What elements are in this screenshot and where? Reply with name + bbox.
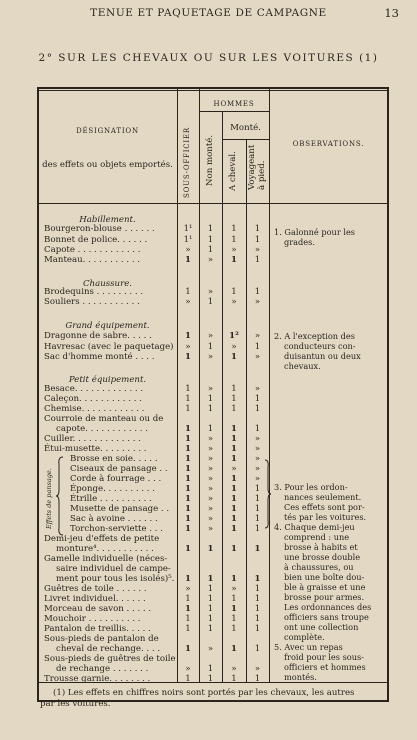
cell-value: 1 xyxy=(207,624,214,634)
cell-value: 1 xyxy=(185,574,191,584)
cell-value: » xyxy=(207,524,214,534)
row-label: Livret individuel. . . . . . xyxy=(44,594,146,604)
cell-value: 1 xyxy=(185,484,191,494)
row-label: Souliers . . . . . . . . . . . xyxy=(44,297,140,307)
page-number: 13 xyxy=(384,6,399,20)
cell-value: » xyxy=(254,384,261,394)
designation-subheader: des effets ou objets emportés. xyxy=(42,160,173,170)
cell-value: 1 xyxy=(185,514,191,524)
a-pied-header: à pied. xyxy=(257,160,267,190)
row-label: Gamelle individuelle (néces- xyxy=(44,554,168,564)
row-label: Étrille . . . . . . . . . . xyxy=(70,494,152,504)
voyageant-header: Voyageant xyxy=(247,144,257,190)
cell-value: » xyxy=(207,494,214,504)
cell-value: 1 xyxy=(185,504,191,514)
observation-line: nances seulement. xyxy=(284,492,362,502)
cell-value: 1 xyxy=(254,584,261,594)
cell-value: 1 xyxy=(185,444,191,454)
cell-value: 1 xyxy=(185,384,191,394)
cell-value: 1 xyxy=(185,454,191,464)
observation-line: froid pour les sous- xyxy=(284,652,364,662)
row-label: Éponge. . . . . . . . . . xyxy=(70,484,155,494)
observation-line: montés. xyxy=(284,672,317,682)
cell-value: 1 xyxy=(231,444,237,454)
observation-line: officiers sans troupe xyxy=(284,612,369,622)
cell-value: 1 xyxy=(254,424,261,434)
cell-value: » xyxy=(254,331,261,341)
cell-value: » xyxy=(207,454,214,464)
row-label: Dragonne de sabre. . . . . xyxy=(44,331,152,341)
cell-value: 1 xyxy=(207,404,214,414)
cell-value: 1 xyxy=(231,224,237,234)
row-label: Guêtres de toile . . . . . . xyxy=(44,584,147,594)
observation-line: tés par les voitures. xyxy=(284,512,367,522)
sous-officier-header: SOUS-OFFICIER xyxy=(183,127,191,198)
cell-value: » xyxy=(231,464,237,474)
cell-value: 1 xyxy=(231,594,237,604)
cell-value: » xyxy=(185,664,191,674)
cell-value: 1 xyxy=(231,235,237,245)
cell-value: 1 xyxy=(254,494,261,504)
cell-value: » xyxy=(207,384,214,394)
observation-line: 1. Galonné pour les xyxy=(274,227,356,237)
cell-value: 1 xyxy=(207,594,214,604)
row-label: Capote . . . . . . . . . . . . xyxy=(44,245,141,255)
row-label: Étui-musette. . . . . . . . . xyxy=(44,444,147,454)
row-label: Musette de pansage . . xyxy=(70,504,170,514)
row-label: ment pour tous les isolés)⁵. xyxy=(56,574,175,584)
row-label: Manteau. . . . . . . . . . . xyxy=(44,255,141,265)
table-subtitle: 2° SUR LES CHEVAUX OU SUR LES VOITURES (1) xyxy=(38,52,379,64)
obs-brace-3 xyxy=(264,459,272,529)
cell-value: » xyxy=(254,664,261,674)
observation-line: brosse à habits et xyxy=(284,542,358,552)
row-label: Sac d'homme monté . . . . xyxy=(44,352,155,362)
cell-value: » xyxy=(207,504,214,514)
hommes-rule xyxy=(199,111,269,112)
cell-value: 1 xyxy=(231,614,237,624)
cell-value: 1 xyxy=(231,287,237,297)
cell-value: » xyxy=(207,352,214,362)
cell-value: 1 xyxy=(185,594,191,604)
cell-value: » xyxy=(254,464,261,474)
cell-value: 1 xyxy=(231,454,237,464)
cell-value: 1 xyxy=(207,394,214,404)
observation-line: à chaussures, ou xyxy=(284,562,354,572)
row-label: Bourgeron-blouse . . . . . . xyxy=(44,224,155,234)
section-chaussure: Chaussure. xyxy=(82,279,133,289)
cell-value: 1 xyxy=(207,574,214,584)
cell-value: » xyxy=(254,444,261,454)
cell-value: 1 xyxy=(207,224,214,234)
cell-value: 1 xyxy=(185,604,191,614)
observation-line: 2. A l'exception des xyxy=(274,331,355,341)
cell-value: » xyxy=(207,644,214,654)
cell-value: 1 xyxy=(231,255,237,265)
cell-value: » xyxy=(207,287,214,297)
cell-value: 1 xyxy=(185,524,191,534)
cell-value: 1 xyxy=(207,614,214,624)
cell-value: 1 xyxy=(185,474,191,484)
cell-value: 1 xyxy=(254,624,261,634)
observation-line: comprend : une xyxy=(284,532,350,542)
row-label: Chemise. . . . . . . . . . . . xyxy=(44,404,145,414)
observations-header: OBSERVATIONS. xyxy=(292,140,365,148)
row-label: Ciseaux de pansage . . xyxy=(70,464,168,474)
row-label: Caleçon. . . . . . . . . . . . xyxy=(44,394,142,404)
running-head: TENUE ET PAQUETAGE DE CAMPAGNE xyxy=(90,7,327,19)
cell-value: 1 xyxy=(207,245,214,255)
cell-value: 1 xyxy=(254,524,261,534)
cell-value: 1 xyxy=(185,394,191,404)
cell-value: 1¹ xyxy=(183,235,193,245)
row-label: capote. . . . . . . . . . . . xyxy=(56,424,148,434)
hommes-header: HOMMES xyxy=(213,100,255,108)
cell-value: 1 xyxy=(185,331,191,341)
cell-value: 1 xyxy=(254,644,261,654)
cell-value: 1 xyxy=(231,604,237,614)
cell-value: » xyxy=(231,245,237,255)
cell-value: 1 xyxy=(207,297,214,307)
observation-line: 5. Avec un repas xyxy=(274,642,343,652)
observation-line: Les ordonnances des xyxy=(284,602,372,612)
pansage-brace xyxy=(56,456,64,536)
row-label: Brosse en soie. . . . . xyxy=(70,454,158,464)
cell-value: 1 xyxy=(254,514,261,524)
row-label: Courroie de manteau ou de xyxy=(44,414,164,424)
cell-value: 1 xyxy=(254,614,261,624)
row-label: Mouchoir . . . . . . . . . . xyxy=(44,614,141,624)
cell-value: 1 xyxy=(254,224,261,234)
section-petit-equipement: Petit équipement. xyxy=(68,375,147,385)
row-label: Cuiller. . . . . . . . . . . . . xyxy=(44,434,141,444)
observation-line: ble à graisse et une xyxy=(284,582,366,592)
row-label: Havresac (avec le paquetage) xyxy=(44,342,174,352)
cell-value: 1 xyxy=(231,544,237,554)
observation-line: Ces effets sont por- xyxy=(284,502,365,512)
cell-value: 1 xyxy=(231,624,237,634)
cell-value: 1 xyxy=(254,394,261,404)
cell-value: 1 xyxy=(254,504,261,514)
cell-value: 1 xyxy=(231,514,237,524)
row-label: Besace. . . . . . . . . . . . . xyxy=(44,384,144,394)
cell-value: 1 xyxy=(185,404,191,414)
cell-value: 1 xyxy=(231,484,237,494)
cell-value: 1 xyxy=(231,424,237,434)
cell-value: 1 xyxy=(254,484,261,494)
cell-value: 1 xyxy=(254,287,261,297)
observation-line: complète. xyxy=(284,632,325,642)
observation-line: duisantun ou deux xyxy=(284,351,361,361)
cell-value: » xyxy=(254,352,261,362)
cell-value: 1 xyxy=(231,674,237,684)
cell-value: 1 xyxy=(254,235,261,245)
cell-value: 1 xyxy=(254,255,261,265)
header-bottom-rule xyxy=(38,203,388,204)
cell-value: 1 xyxy=(231,524,237,534)
cell-value: 1 xyxy=(185,352,191,362)
observation-line: ont une collection xyxy=(284,622,359,632)
cell-value: 1 xyxy=(207,544,214,554)
cell-value: » xyxy=(231,664,237,674)
cell-value: 1 xyxy=(231,504,237,514)
observation-line: 3. Pour les ordon- xyxy=(274,482,348,492)
cell-value: » xyxy=(254,454,261,464)
cell-value: 1 xyxy=(185,494,191,504)
row-label: Pantalon de treillis. . . . . xyxy=(44,624,151,634)
cell-value: 1 xyxy=(185,544,191,554)
observation-line: brosse pour armes. xyxy=(284,592,365,602)
cell-value: 1² xyxy=(229,331,239,341)
cell-value: 1 xyxy=(231,644,237,654)
cell-value: 1 xyxy=(207,235,214,245)
cell-value: » xyxy=(185,584,191,594)
non-monte-header: Non monté. xyxy=(205,134,215,186)
footnote-line-2: par les voitures. xyxy=(40,699,111,709)
observation-line: conducteurs con- xyxy=(284,341,356,351)
observation-line: bien une boîte dou- xyxy=(284,572,365,582)
cell-value: » xyxy=(207,474,214,484)
row-label: saire individuel de campe- xyxy=(56,564,171,574)
cell-value: 1 xyxy=(185,255,191,265)
cell-value: 1 xyxy=(254,604,261,614)
observation-line: une brosse double xyxy=(284,552,361,562)
cell-value: » xyxy=(185,297,191,307)
cell-value: 1 xyxy=(207,342,214,352)
cell-value: 1 xyxy=(254,674,261,684)
cell-value: 1 xyxy=(207,604,214,614)
cell-value: 1 xyxy=(231,384,237,394)
cell-value: 1 xyxy=(231,474,237,484)
monte-header: Monté. xyxy=(230,123,261,133)
cell-value: 1 xyxy=(185,674,191,684)
designation-header: DÉSIGNATION xyxy=(76,127,139,135)
cell-value: » xyxy=(185,342,191,352)
cell-value: 1 xyxy=(231,494,237,504)
row-label: Sous-pieds de guêtres de toile xyxy=(44,654,176,664)
cell-value: » xyxy=(207,514,214,524)
cell-value: » xyxy=(254,245,261,255)
cell-value: 1 xyxy=(207,674,214,684)
cell-value: » xyxy=(254,434,261,444)
cell-value: » xyxy=(254,474,261,484)
row-label: Corde à fourrage . . . xyxy=(70,474,162,484)
effets-de-pansage-label: Effets de pansage. xyxy=(45,468,53,529)
row-label: Torchon-serviette . . . xyxy=(70,524,163,534)
row-label: Brodequins . . . . . . . . . xyxy=(44,287,144,297)
row-label: monture⁴. . . . . . . . . . . xyxy=(56,544,154,554)
row-label: Sac à avoine . . . . . . xyxy=(70,514,158,524)
section-grand-equipement: Grand équipement. xyxy=(65,321,150,331)
cell-value: 1 xyxy=(207,584,214,594)
row-label: de rechange . . . . . . . xyxy=(56,664,149,674)
cell-value: 1 xyxy=(254,594,261,604)
cell-value: » xyxy=(207,255,214,265)
cell-value: 1 xyxy=(185,287,191,297)
cell-value: 1 xyxy=(207,424,214,434)
row-label: Sous-pieds de pantalon de xyxy=(44,634,159,644)
observation-line: officiers et hommes xyxy=(284,662,366,672)
cell-value: » xyxy=(207,444,214,454)
cell-value: » xyxy=(207,434,214,444)
cell-value: » xyxy=(207,331,214,341)
cell-value: » xyxy=(185,245,191,255)
cell-value: 1 xyxy=(231,394,237,404)
cell-value: 1 xyxy=(254,342,261,352)
cell-value: 1 xyxy=(254,574,261,584)
frame-inner-top xyxy=(38,90,388,91)
cell-value: 1 xyxy=(231,574,237,584)
cell-value: » xyxy=(231,297,237,307)
observation-line: chevaux. xyxy=(284,361,321,371)
cell-value: » xyxy=(231,584,237,594)
footnote-line-1: (1) Les effets en chiffres noirs sont portés par les chevaux, les autres xyxy=(53,688,355,698)
observation-line: grades. xyxy=(284,237,315,247)
cell-value: 1 xyxy=(231,434,237,444)
cell-value: 1 xyxy=(185,644,191,654)
cell-value: » xyxy=(254,297,261,307)
section-habillement: Habillement. xyxy=(79,215,136,225)
cell-value: 1 xyxy=(254,404,261,414)
cell-value: 1 xyxy=(185,434,191,444)
cell-value: 1 xyxy=(185,464,191,474)
cell-value: » xyxy=(231,342,237,352)
cell-value: » xyxy=(207,464,214,474)
cell-value: 1 xyxy=(185,624,191,634)
col-rule-5 xyxy=(269,89,270,682)
cell-value: 1 xyxy=(231,352,237,362)
row-label: Bonnet de police. . . . . . xyxy=(44,235,148,245)
row-label: cheval de rechange. . . . xyxy=(56,644,161,654)
cell-value: » xyxy=(207,484,214,494)
cell-value: 1 xyxy=(185,614,191,624)
cell-value: 1 xyxy=(231,404,237,414)
a-cheval-header: A cheval. xyxy=(228,151,238,191)
row-label: Trousse garnie. . . . . . . . xyxy=(44,674,151,684)
cell-value: 1 xyxy=(207,664,214,674)
observation-line: 4. Chaque demi-jeu xyxy=(274,522,355,532)
cell-value: 1 xyxy=(254,544,261,554)
cell-value: 1 xyxy=(185,424,191,434)
cell-value: 1¹ xyxy=(183,224,193,234)
row-label: Morceau de savon . . . . . xyxy=(44,604,152,614)
row-label: Demi-jeu d'effets de petite xyxy=(44,534,160,544)
